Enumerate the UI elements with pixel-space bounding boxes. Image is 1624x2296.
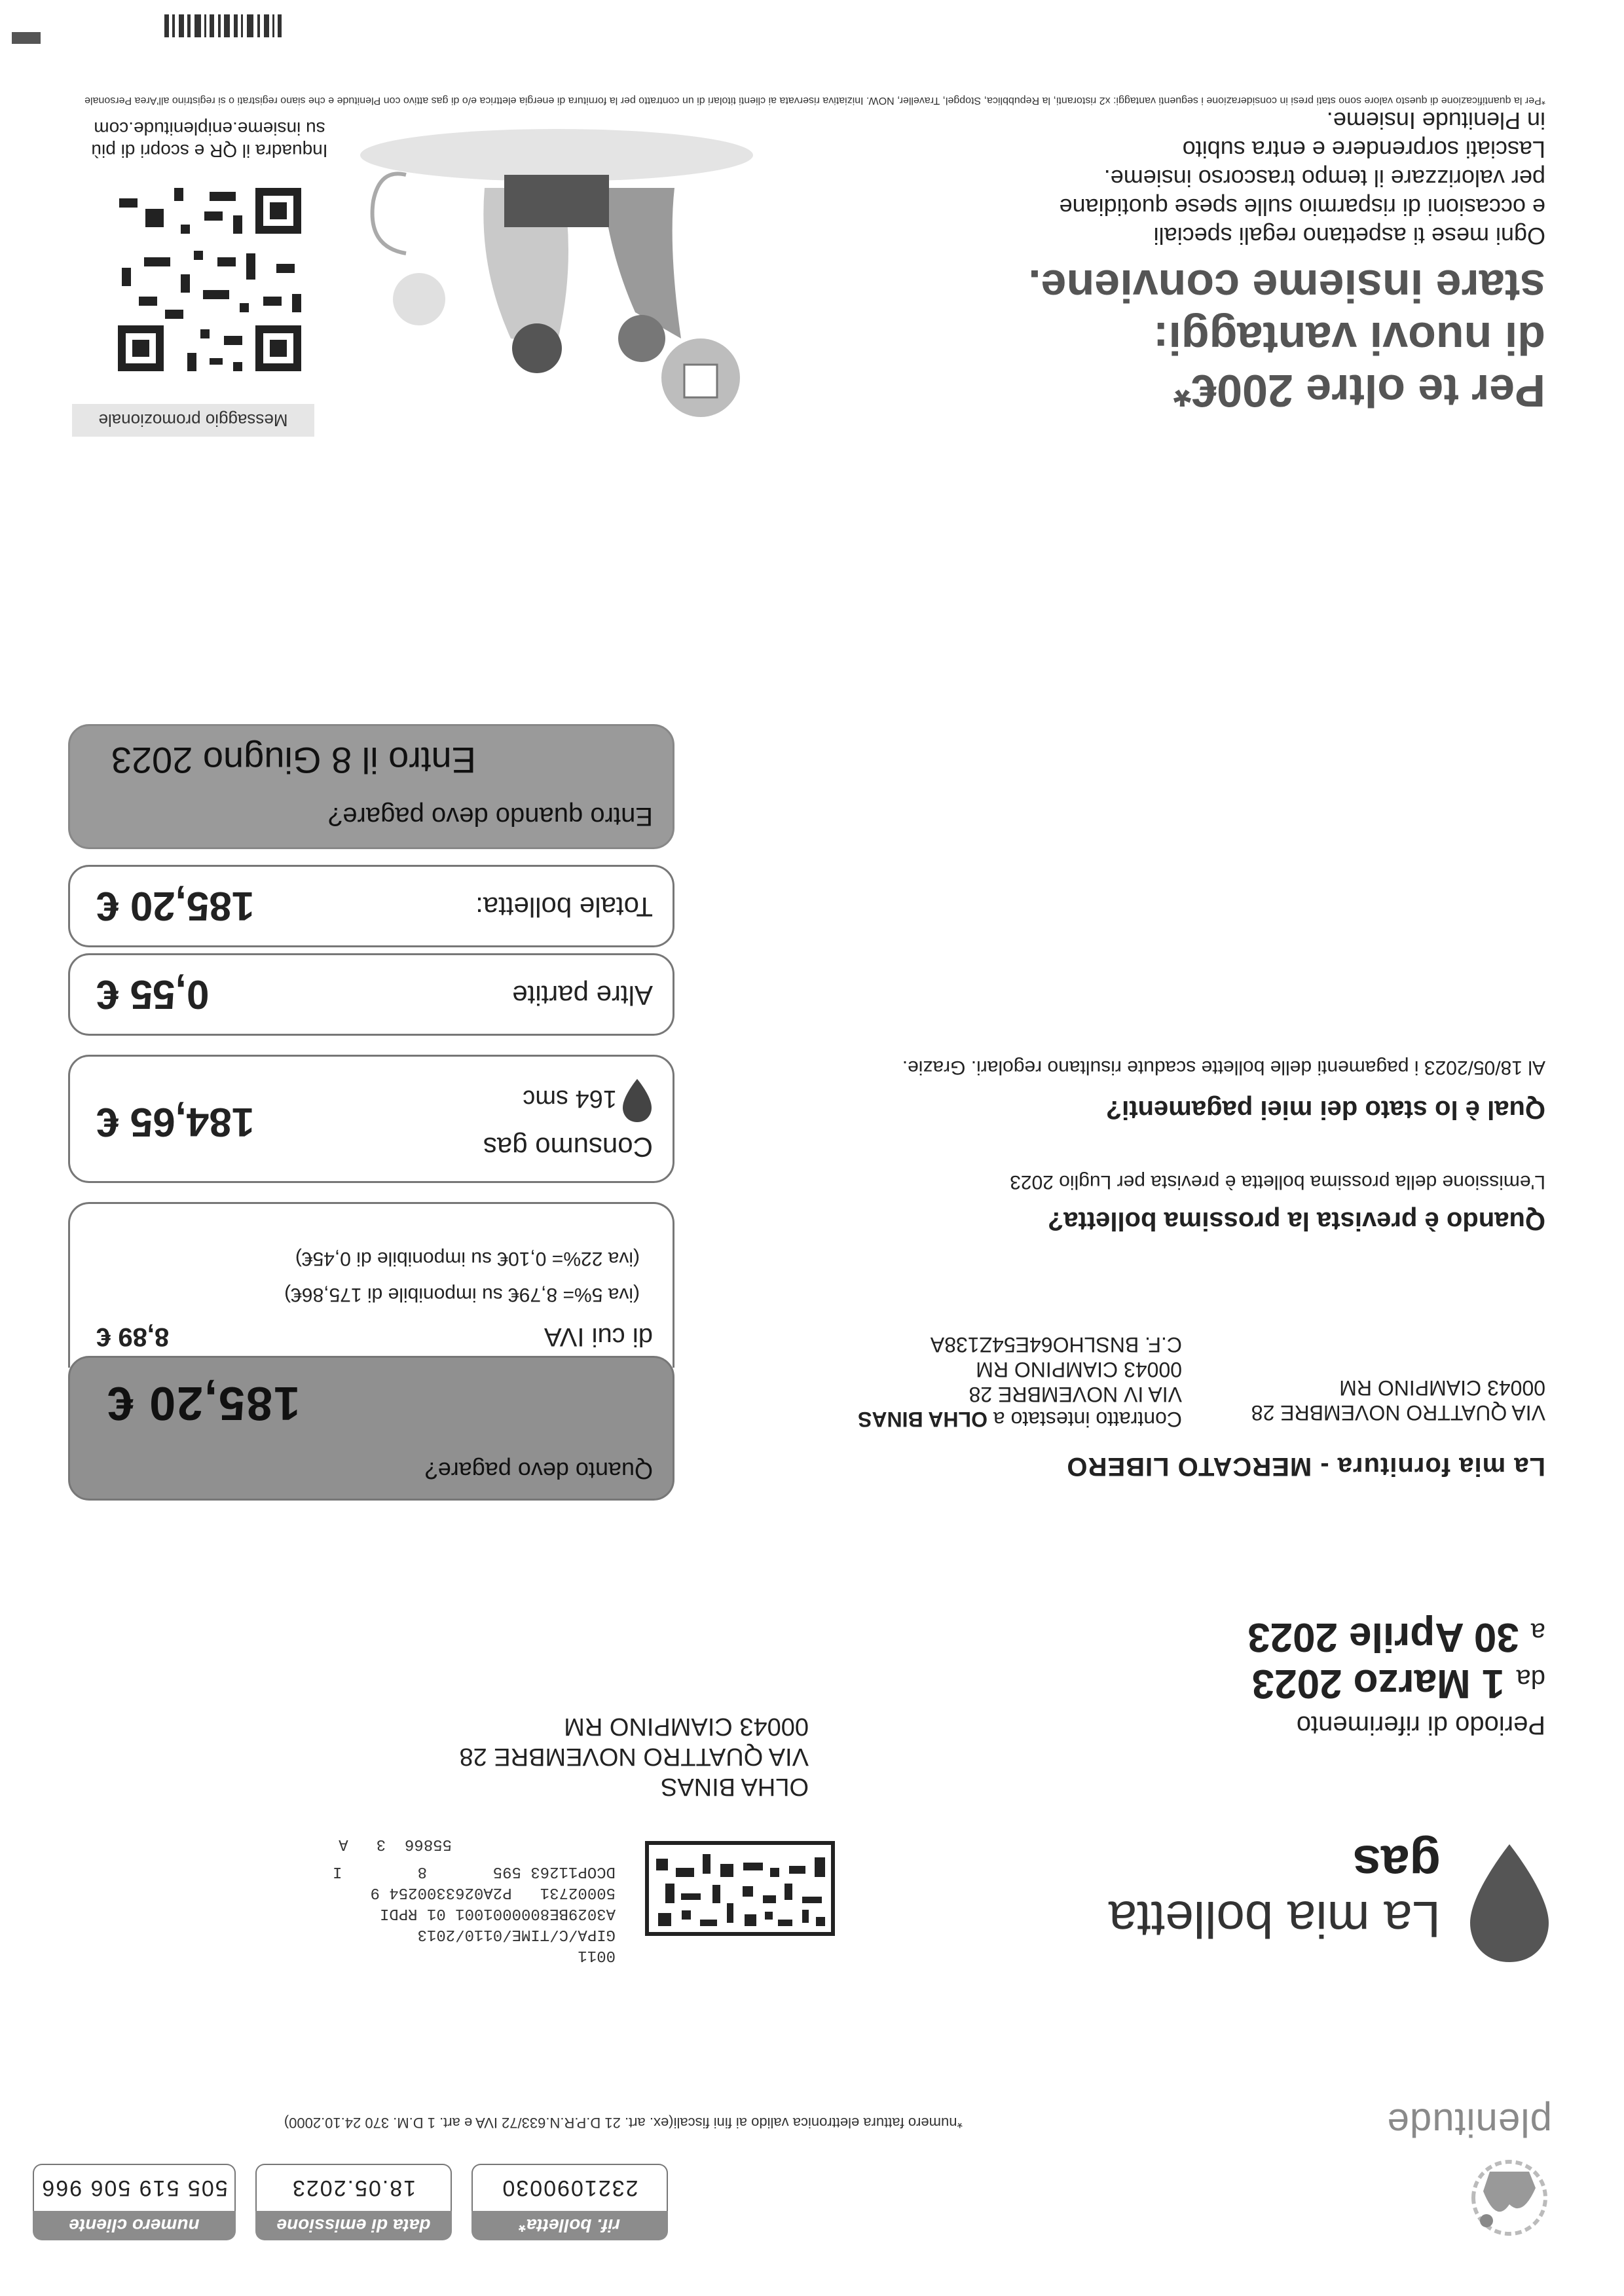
vat-value: 8,89 € <box>96 1322 170 1351</box>
amount-due-value: 185,20 € <box>106 1377 301 1429</box>
supply-address-line: VIA QUATTRO NOVEMBRE 28 <box>1251 1401 1545 1425</box>
qr-caption-line: su insieme.eniplenitude.com <box>94 118 325 139</box>
promo-title-line: Per te oltre 200€* <box>1173 365 1545 416</box>
promo-illustration <box>347 109 773 463</box>
recipient-street: VIA QUATTRO NOVEMBRE 28 <box>459 1743 809 1770</box>
faq-payments-question: Qual è lo stato dei miei pagamenti? <box>1105 1095 1545 1124</box>
ref-box-rif-bolletta <box>471 2142 668 2240</box>
due-date-value: Entro il 8 Giugno 2023 <box>111 740 476 781</box>
ref-label: data di emissione <box>255 2211 452 2240</box>
gas-consumption-box <box>68 1055 674 1183</box>
promo-body-line: per valorizzare il tempo trascorso insieme. <box>1103 165 1545 192</box>
period-to: 30 Aprile 2023 <box>1247 1614 1519 1660</box>
qr-code[interactable] <box>105 175 314 384</box>
recipient-name: OLHA BINAS <box>661 1773 809 1800</box>
bill-total-label: Totale bolletta: <box>475 892 653 922</box>
customer-ref-code: 55866 3 A <box>339 1835 452 1853</box>
contract-holder <box>858 1332 1182 1432</box>
faq-payments-answer: Al 18/05/2023 i pagamenti delle bollette scadute risultano regolari. Grazie. <box>902 1057 1545 1078</box>
e-invoice-note: *numero fattura elettronica valido ai fini fiscali(ex. art. 21 D.P.R.N.633/72 IVA e art. 1 D.M. 370 24.10.2000) <box>284 2115 963 2131</box>
small-barcode <box>160 11 285 41</box>
ref-box-data-emissione <box>255 2142 452 2240</box>
gas-consumption-value: 184,65 € <box>96 1099 255 1144</box>
faq-next-bill-answer: L'emissione della prossima bolletta è prevista per Luglio 2023 <box>1010 1171 1545 1193</box>
bill-title: La mia bolletta <box>1108 1891 1441 1948</box>
period-from-prefix: da <box>1516 1664 1545 1693</box>
other-items-value: 0,55 € <box>96 972 210 1017</box>
period-dates <box>1247 1614 1545 1707</box>
contract-label: Contratto intestato a <box>993 1408 1182 1431</box>
scan-mark <box>12 32 41 44</box>
service-codes: 0011 GIPA/C/TIME/0110/2013 A3029BE8000001001 01 RPDI 50002731 P2A0263300254 9 DCOP11263 595 8 I <box>332 1863 616 1964</box>
recipient-address <box>459 1711 809 1802</box>
bill-total-box <box>68 865 674 947</box>
ref-label: rif. bolletta* <box>471 2211 668 2240</box>
location-pin-icon <box>621 1078 653 1123</box>
gas-consumption-smc: 164 smc <box>523 1085 617 1112</box>
ref-box-numero-cliente <box>33 2142 236 2240</box>
promo-body-line: in Plenitude Insieme. <box>1326 107 1545 134</box>
ref-value: 2321090030 <box>471 2164 668 2211</box>
promo-body <box>1060 106 1545 250</box>
amount-due-box <box>68 1356 674 1501</box>
promo-tag: Messaggio promozionale <box>72 404 314 437</box>
vat-box <box>68 1202 674 1368</box>
contract-line: C.F. BNSLHO64E54Z138A <box>930 1333 1182 1357</box>
ref-value: 505 519 506 966 <box>33 2164 236 2211</box>
contract-name: OLHA BINAS <box>858 1408 987 1431</box>
location-pin-icon <box>1467 1841 1552 1965</box>
bill-subtitle: gas <box>1352 1835 1441 1893</box>
brand-name: plenitude <box>1386 2101 1552 2145</box>
promo-title-line: stare insieme conviene. <box>1028 261 1545 312</box>
period-from: 1 Marzo 2023 <box>1251 1661 1505 1706</box>
supply-address-line: 00043 CIAMPINO RM <box>1339 1376 1545 1400</box>
other-items-label: Altre partite <box>512 980 653 1011</box>
due-date-label: Entro quando devo pagare? <box>328 802 653 831</box>
plenitude-logo-icon <box>1467 2152 1552 2244</box>
gas-consumption-label: Consumo gas <box>483 1132 653 1163</box>
vat-detail-row: (iva 5%= 8,79€ su imponibile di 175,86€) <box>284 1284 640 1305</box>
promo-body-line: e occasioni di risparmio sulle spese quotidiane <box>1059 194 1545 221</box>
promo-title <box>1028 260 1545 417</box>
period-to-prefix: a <box>1530 1618 1545 1647</box>
ref-label: numero cliente <box>33 2211 236 2240</box>
faq-next-bill-question: Quando è prevista la prossima bolletta? <box>1047 1207 1545 1235</box>
contract-line: VIA IV NOVEMBRE 28 <box>969 1383 1182 1406</box>
due-date-box <box>68 724 674 849</box>
other-items-box <box>68 953 674 1036</box>
contract-line: 00043 CIAMPINO RM <box>976 1358 1182 1381</box>
promo-body-line: Ogni mese ti aspettano regali speciali <box>1153 223 1545 249</box>
promo-body-line: Lasciati sorprendere e entra subito <box>1182 136 1545 163</box>
supply-title: La mia fornitura - MERCATO LIBERO <box>1066 1452 1545 1481</box>
datamatrix-barcode <box>642 1838 838 1939</box>
amount-due-label: Quanto devo pagare? <box>424 1457 653 1484</box>
supply-address <box>1251 1376 1545 1425</box>
vat-detail-row: (iva 22%= 0,10€ su imponibile di 0,45€) <box>295 1248 640 1269</box>
ref-value: 18.05.2023 <box>255 2164 452 2211</box>
vat-label: di cui IVA <box>544 1322 653 1351</box>
bill-total-value: 185,20 € <box>96 883 255 928</box>
promo-title-line: di nuovi vantaggi: <box>1153 313 1545 364</box>
qr-caption <box>79 117 341 162</box>
qr-caption-line: Inquadra il QR e scopri di più <box>91 141 328 161</box>
promo-footnote: *Per la quantificazione di questo valore sono stati presi in considerazione i seguenti vantaggi: x2 ristoranti, la Repubblica, Stopgel, Traveller, NOW. Iniziativa riservata ai clienti titolari di un contratto per la fornitura di energia elettrica e/o di gas attivo con Plenitude e che siano registrati o si registrino all'Area Personale <box>84 95 1545 106</box>
period-label: Periodo di riferimento <box>1296 1711 1545 1740</box>
recipient-city: 00043 CIAMPINO RM <box>564 1713 809 1740</box>
